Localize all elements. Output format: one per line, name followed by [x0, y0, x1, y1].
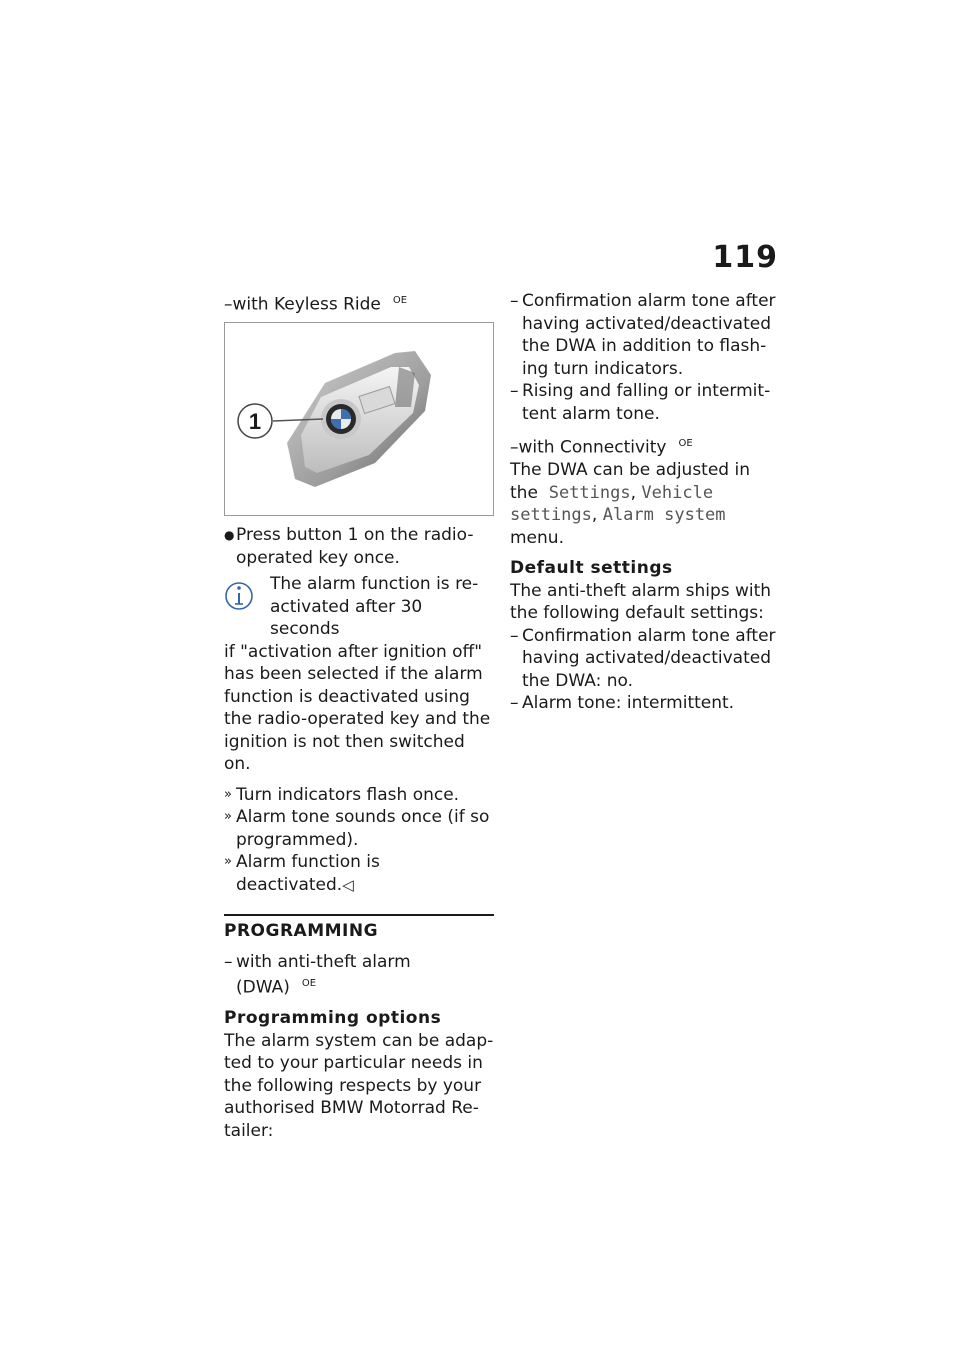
oe-badge: OE	[392, 295, 408, 306]
option-confirmation-tone: – Confirmation alarm tone after having activated/deactivated the DWA in addition to flash- ing turn indicators.	[510, 291, 776, 379]
default-settings-text: The anti-theft alarm ships with the following default settings:	[510, 580, 772, 624]
default-alarm-tone: – Alarm tone: intermittent.	[510, 693, 735, 714]
default-settings-heading: Default settings	[510, 558, 673, 579]
result-alarm-tone: » Alarm tone sounds once (if so programmed).	[224, 807, 490, 850]
menu-vehicle-settings: settings	[510, 505, 592, 526]
page-number: 119	[712, 240, 778, 275]
radio-key-illustration	[225, 323, 493, 515]
right-column	[510, 290, 780, 715]
programming-options-text: The alarm system can be adap- ted to your particular needs in the following respects by your authorised BMW Motorrad Re- tailer:	[224, 1030, 494, 1141]
oe-badge: OE	[678, 438, 693, 449]
dwa-menu-path: The DWA can be adjusted in the Settings, Vehicle settings, Alarm system menu.	[510, 460, 751, 548]
result-turn-indicators: » Turn indicators flash once.	[224, 784, 460, 805]
keyless-condition: –with Keyless Ride $^{OE}$	[224, 294, 408, 315]
default-confirmation-tone: – Confirmation alarm tone after having activated/deactivated the DWA: no.	[510, 625, 776, 691]
left-column	[224, 290, 494, 1142]
section-divider	[224, 914, 494, 943]
result-alarm-deactivated: » Alarm function is deactivated.◁	[224, 852, 380, 895]
info-note: The alarm function is re- activated after 30 seconds if "activation after ignition off" has been selected if the alarm function is deactivated using the radio-operated key and the ignition is not then switched on.	[224, 574, 491, 775]
menu-alarm-system: Alarm system	[602, 505, 726, 526]
connectivity-condition: –with Connectivity $^{OE}$	[510, 437, 693, 458]
key-figure	[224, 322, 494, 516]
menu-settings: Settings	[548, 482, 631, 503]
step-press-button: ● Press button 1 on the radio- operated key once.	[224, 525, 474, 568]
end-mark-icon: ◁	[342, 875, 354, 894]
oe-badge: OE	[301, 978, 317, 990]
figure-callout-1: 1	[248, 409, 262, 435]
info-icon	[224, 579, 254, 615]
programming-options-heading: Programming options	[224, 1008, 442, 1029]
section-heading-programming: PROGRAMMING	[224, 921, 379, 942]
option-tone-type: – Rising and falling or intermit- tent alarm tone.	[510, 381, 771, 424]
menu-vehicle: Vehicle	[641, 482, 714, 503]
dwa-condition: – with anti-theft alarm (DWA) $^{OE}$	[224, 951, 411, 998]
